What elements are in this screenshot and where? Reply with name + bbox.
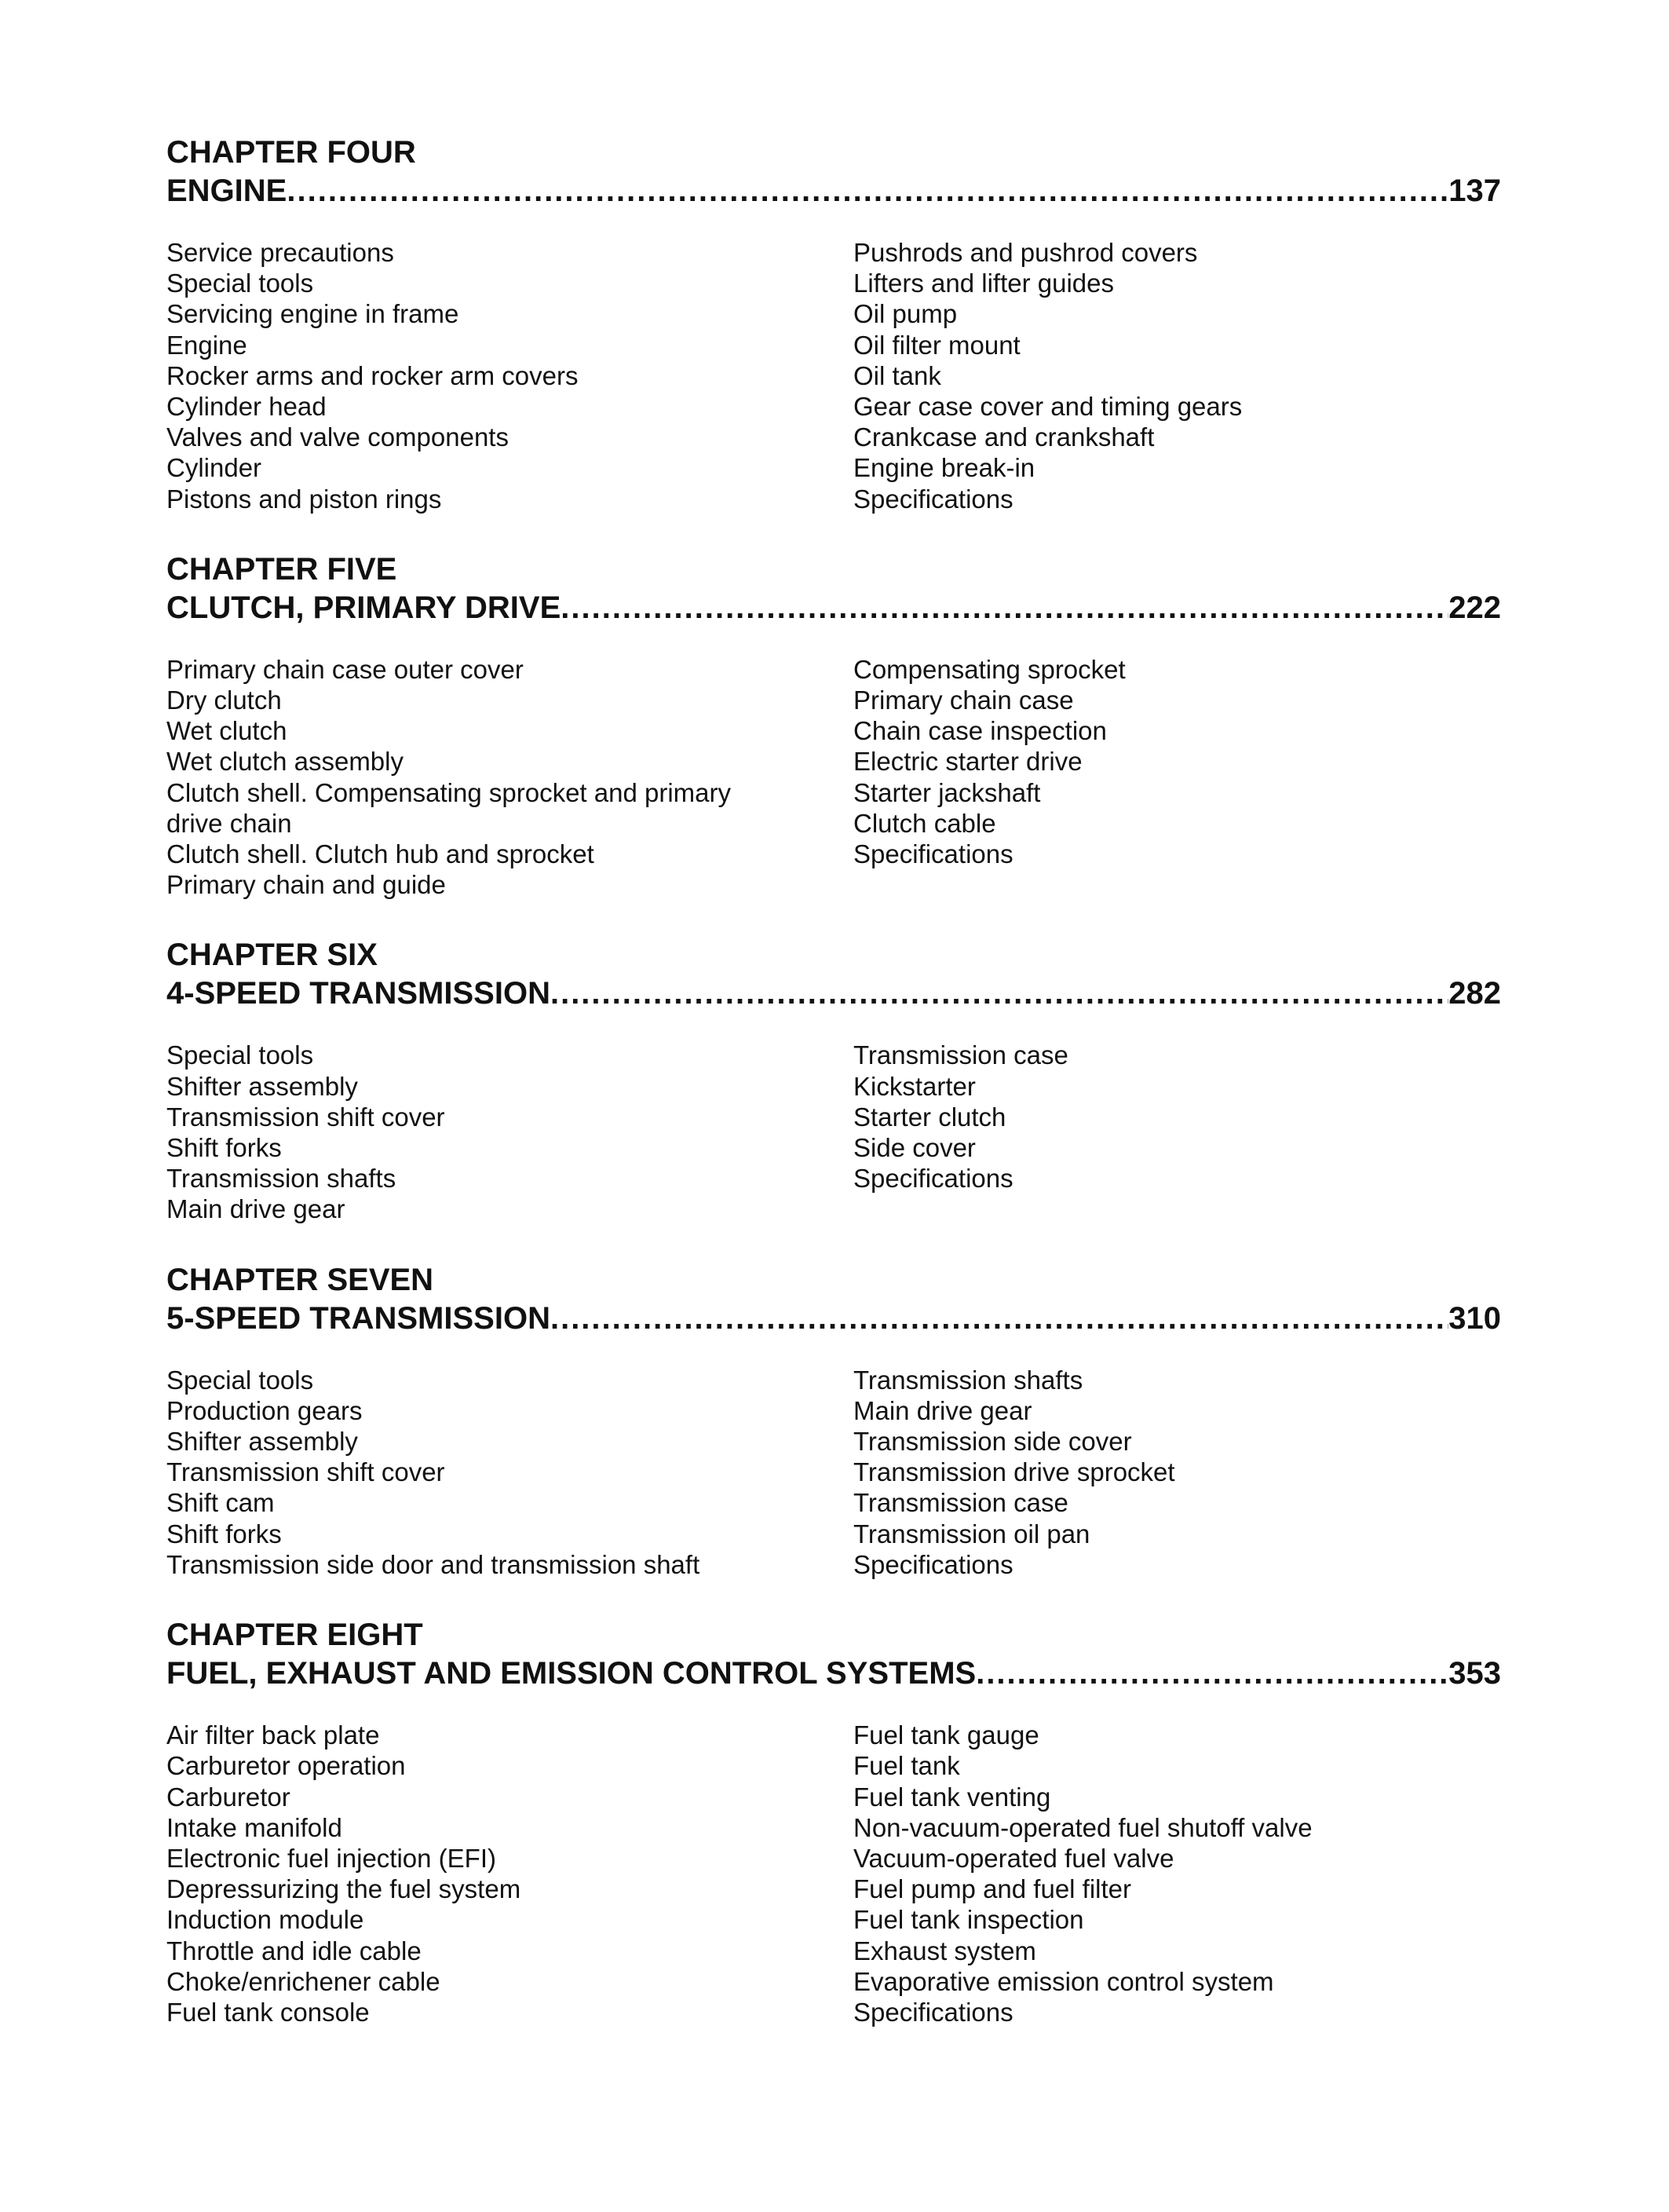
topic-item: Lifters and lifter guides (853, 269, 1115, 298)
topic-column-left (166, 1040, 853, 1224)
topic-list (166, 1040, 1501, 1224)
topic-item: Engine (166, 330, 247, 360)
topic-column-left (166, 237, 853, 514)
topic-item: Shift cam (166, 1488, 275, 1518)
chapter-title: FUEL, EXHAUST AND EMISSION CONTROL SYSTEMS (166, 1656, 977, 1691)
topic-item: Shifter assembly (166, 1427, 358, 1457)
topic-item: Transmission shift cover (166, 1457, 445, 1487)
chapter-page-number: 282 (1448, 976, 1501, 1011)
topic-item: Shift forks (166, 1519, 282, 1548)
dot-leader (287, 172, 1448, 210)
topic-item: Main drive gear (166, 1194, 345, 1224)
topic-item: Dry clutch (166, 686, 282, 715)
topic-list (166, 237, 1501, 514)
topic-item: Transmission shafts (166, 1164, 396, 1194)
topic-item: Primary chain case (853, 686, 1074, 715)
chapter-title: 5-SPEED TRANSMISSION (166, 1300, 550, 1336)
chapter-title: CLUTCH, PRIMARY DRIVE (166, 590, 561, 625)
topic-item: Rocker arms and rocker arm covers (166, 360, 579, 390)
topic-item: Servicing engine in frame (166, 299, 459, 329)
dot-leader (561, 589, 1448, 627)
topic-column-right (853, 237, 1501, 514)
topic-item: Oil tank (853, 360, 941, 390)
topic-item: Carburetor (166, 1782, 290, 1812)
topic-list (166, 1365, 1501, 1580)
topic-column-left (166, 654, 853, 901)
topic-column-right (853, 1040, 1501, 1224)
chapter-label: CHAPTER SEVEN (166, 1262, 434, 1297)
topic-item: Clutch cable (853, 808, 996, 838)
topic-item: Transmission shafts (853, 1365, 1083, 1395)
topic-item: Air filter back plate (166, 1720, 380, 1750)
dot-leader (976, 1654, 1448, 1693)
chapter-title: 4-SPEED TRANSMISSION (166, 976, 550, 1011)
topic-item: Fuel tank console (166, 1997, 370, 2027)
chapter-title-line (166, 172, 1501, 210)
topic-item: Transmission side cover (853, 1427, 1132, 1457)
chapter-title-line (166, 974, 1501, 1013)
chapter-title-line (166, 1654, 1501, 1693)
chapter-label: CHAPTER EIGHT (166, 1618, 423, 1653)
topic-item: Chain case inspection (853, 716, 1107, 746)
topic-list (166, 654, 1501, 901)
topic-item: Fuel tank gauge (853, 1720, 1039, 1750)
topic-item: Shift forks (166, 1133, 282, 1163)
topic-item: Fuel pump and fuel filter (853, 1874, 1132, 1904)
topic-item: Non-vacuum-operated fuel shutoff valve (853, 1812, 1313, 1842)
chapter-page-number: 310 (1448, 1300, 1501, 1336)
topic-item: Oil pump (853, 299, 958, 329)
topic-item: Cylinder (166, 453, 262, 483)
topic-item: Valves and valve components (166, 422, 509, 452)
dot-leader (550, 974, 1448, 1013)
topic-item: Transmission shift cover (166, 1102, 445, 1132)
topic-item: Special tools (166, 1365, 314, 1395)
chapter-section (166, 133, 1501, 514)
topic-item: Oil filter mount (853, 330, 1021, 360)
dot-leader (550, 1300, 1448, 1338)
table-of-contents (166, 133, 1501, 2064)
topic-item: Wet clutch (166, 716, 287, 746)
chapter-section (166, 936, 1501, 1224)
topic-column-right (853, 654, 1501, 901)
topic-item: Electric starter drive (853, 747, 1083, 777)
topic-item: Specifications (853, 484, 1013, 514)
topic-item: Specifications (853, 1549, 1013, 1579)
topic-item: Fuel tank (853, 1751, 960, 1781)
topic-item: Main drive gear (853, 1395, 1032, 1425)
chapter-label: CHAPTER SIX (166, 938, 378, 973)
topic-item: Shifter assembly (166, 1071, 358, 1101)
chapter-section (166, 550, 1501, 901)
topic-item: Pistons and piston rings (166, 484, 442, 514)
topic-column-left (166, 1365, 853, 1580)
topic-item: Production gears (166, 1395, 363, 1425)
topic-item: Side cover (853, 1133, 976, 1163)
topic-item: Fuel tank inspection (853, 1905, 1084, 1935)
chapter-title-line (166, 589, 1501, 627)
topic-item: Engine break-in (853, 453, 1035, 483)
topic-item: Primary chain case outer cover (166, 654, 524, 684)
topic-column-left (166, 1720, 853, 2027)
topic-item: Gear case cover and timing gears (853, 392, 1243, 422)
topic-item: drive chain (166, 808, 292, 838)
topic-item: Service precautions (166, 238, 394, 267)
topic-list (166, 1720, 1501, 2027)
topic-item: Exhaust system (853, 1936, 1036, 1965)
topic-item: Electronic fuel injection (EFI) (166, 1843, 496, 1873)
topic-item: Cylinder head (166, 392, 327, 422)
topic-column-right (853, 1720, 1501, 2027)
topic-item: Carburetor operation (166, 1751, 406, 1781)
topic-item: Intake manifold (166, 1812, 342, 1842)
topic-item: Evaporative emission control system (853, 1966, 1274, 1996)
topic-item: Transmission case (853, 1040, 1068, 1070)
topic-item: Specifications (853, 1164, 1013, 1194)
chapter-page-number: 353 (1448, 1656, 1501, 1691)
topic-item: Throttle and idle cable (166, 1936, 422, 1965)
topic-item: Transmission oil pan (853, 1519, 1090, 1548)
topic-item: Special tools (166, 269, 314, 298)
topic-item: Transmission case (853, 1488, 1068, 1518)
topic-item: Transmission side door and transmission shaft (166, 1549, 700, 1579)
topic-column-right (853, 1365, 1501, 1580)
chapter-section (166, 1616, 1501, 2027)
topic-item: Choke/enrichener cable (166, 1966, 440, 1996)
chapter-title-line (166, 1300, 1501, 1338)
topic-item: Starter clutch (853, 1102, 1006, 1132)
topic-item: Specifications (853, 839, 1013, 869)
topic-item: Induction module (166, 1905, 364, 1935)
topic-item: Compensating sprocket (853, 654, 1126, 684)
topic-item: Kickstarter (853, 1071, 976, 1101)
chapter-page-number: 137 (1448, 174, 1501, 208)
topic-item: Vacuum-operated fuel valve (853, 1843, 1174, 1873)
topic-item: Starter jackshaft (853, 777, 1041, 807)
topic-item: Fuel tank venting (853, 1782, 1051, 1812)
topic-item: Special tools (166, 1040, 314, 1070)
chapter-page-number: 222 (1448, 590, 1501, 625)
topic-item: Wet clutch assembly (166, 747, 404, 777)
topic-item: Primary chain and guide (166, 870, 446, 900)
topic-item: Transmission drive sprocket (853, 1457, 1175, 1487)
topic-item: Clutch shell. Clutch hub and sprocket (166, 839, 594, 869)
topic-item: Pushrods and pushrod covers (853, 238, 1198, 267)
chapter-label: CHAPTER FOUR (166, 135, 416, 170)
chapter-label: CHAPTER FIVE (166, 551, 397, 587)
topic-item: Clutch shell. Compensating sprocket and primary (166, 777, 731, 807)
topic-item: Depressurizing the fuel system (166, 1874, 521, 1904)
chapter-title: ENGINE (166, 174, 287, 208)
topic-item: Crankcase and crankshaft (853, 422, 1155, 452)
chapter-section (166, 1261, 1501, 1580)
topic-item: Specifications (853, 1997, 1013, 2027)
